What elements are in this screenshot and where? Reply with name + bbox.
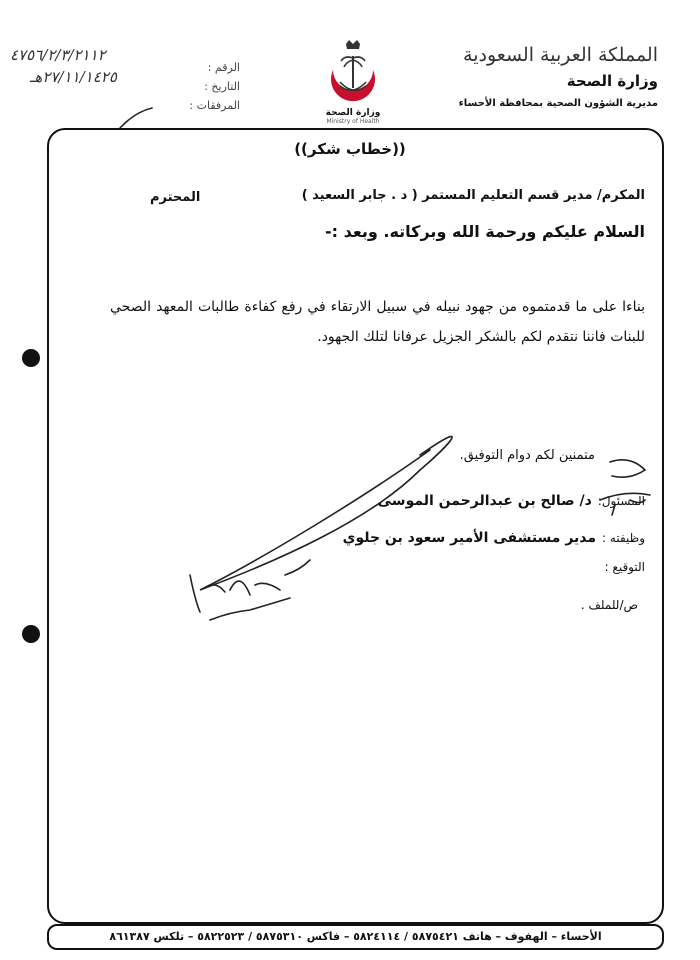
job-row bbox=[343, 530, 645, 546]
responsible-label: المسئول: bbox=[597, 494, 645, 508]
tick-mark bbox=[120, 108, 152, 128]
attachments-label: المرفقات : bbox=[189, 99, 240, 112]
handwritten-ref bbox=[10, 44, 160, 88]
kingdom-name: المملكة العربية السعودية bbox=[463, 44, 658, 66]
handwritten-date: ٢٧/١١/١٤٢٥هـ bbox=[30, 68, 117, 86]
recipient: المكرم/ مدير قسم التعليم المستمر ( د . جابر السعيد ) bbox=[301, 188, 645, 203]
handwritten-number: ٤٧٥٦/٢/٣/٢١١٢ bbox=[10, 46, 106, 64]
footer-contact: الأحساء – الهفوف – هاتف ٥٨٧٥٤٢١ / ٥٨٢٤١١٤ – فاكس ٥٨٧٥٣١٠ / ٥٨٢٢٥٢٣ – تلكس ٨٦١٣٨٧ bbox=[47, 924, 664, 950]
letter-frame bbox=[47, 128, 664, 924]
ministry-logo-icon bbox=[318, 38, 388, 118]
closing: متمنين لكم دوام التوفيق. bbox=[459, 448, 595, 463]
ministry-logo bbox=[318, 38, 388, 125]
ref-label: الرقم : bbox=[207, 61, 240, 74]
date-label: التاريخ : bbox=[204, 80, 240, 93]
greeting: السلام عليكم ورحمة الله وبركاته. وبعد :- bbox=[324, 222, 645, 241]
directorate-name: مديرية الشؤون الصحية بمحافظة الأحساء bbox=[458, 98, 658, 109]
responsible-row bbox=[378, 493, 645, 509]
letterhead-left bbox=[150, 58, 240, 115]
logo-subtext: Ministry of Health bbox=[326, 118, 380, 125]
job-label: وظيفته : bbox=[602, 531, 645, 545]
file-reference: ص/للملف . bbox=[580, 598, 638, 612]
logo-text: وزارة الصحة bbox=[325, 108, 381, 118]
letter-title: ((خطاب شكر)) bbox=[294, 140, 406, 158]
punch-hole bbox=[22, 625, 40, 643]
punch-hole bbox=[22, 349, 40, 367]
signature-label: التوقيع : bbox=[604, 560, 645, 574]
responsible-name: د/ صالح بن عبدالرحمن الموسى bbox=[377, 493, 592, 509]
letter-body: بناءا على ما قدمتموه من جهود نبيله في سبيل الارتقاء في رفع كفاءة طالبات المعهد الصحي للبنات فاننا نتقدم لكم بالشكر الجزيل عرفانا لتلك الجهود. bbox=[110, 299, 645, 345]
honorific: المحترم bbox=[150, 190, 201, 205]
job-title: مدير مستشفى الأمير سعود بن جلوي bbox=[342, 530, 597, 546]
ministry-name: وزارة الصحة bbox=[566, 72, 658, 90]
letterhead-right bbox=[418, 44, 658, 109]
signature-row bbox=[605, 560, 645, 574]
